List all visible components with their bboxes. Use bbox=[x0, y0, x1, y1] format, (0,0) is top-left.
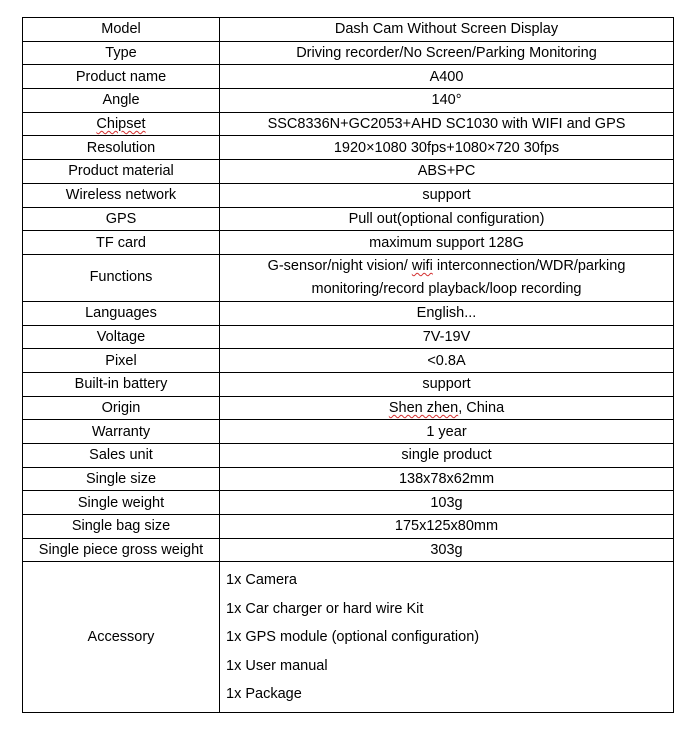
spec-value: SSC8336N+GC2053+AHD SC1030 with WIFI and GPS bbox=[220, 112, 674, 136]
spec-label: Functions bbox=[23, 254, 220, 301]
spec-value: Dash Cam Without Screen Display bbox=[220, 18, 674, 42]
spec-row-origin bbox=[23, 396, 674, 420]
spec-value: <0.8A bbox=[220, 349, 674, 373]
spec-label: Type bbox=[23, 41, 220, 65]
spec-row-pixel bbox=[23, 349, 674, 373]
spec-value: 1920×1080 30fps+1080×720 30fps bbox=[220, 136, 674, 160]
spec-row-single-size bbox=[23, 467, 674, 491]
spec-value: 138x78x62mm bbox=[220, 467, 674, 491]
spec-label: Wireless network bbox=[23, 183, 220, 207]
accessory-item: 1x Package bbox=[226, 686, 302, 703]
accessory-item: 1x User manual bbox=[226, 657, 328, 674]
spec-label: Languages bbox=[23, 301, 220, 325]
functions-wifi-text: wifi bbox=[411, 257, 433, 274]
spec-label: Angle bbox=[23, 89, 220, 113]
spec-value: maximum support 128G bbox=[220, 231, 674, 255]
spec-row-functions bbox=[23, 254, 674, 301]
functions-text-b: interconnection/WDR/parking bbox=[432, 257, 626, 274]
spec-row-languages bbox=[23, 301, 674, 325]
spec-value: Driving recorder/No Screen/Parking Monitoring bbox=[220, 41, 674, 65]
spec-row-type bbox=[23, 41, 674, 65]
functions-line-1 bbox=[224, 255, 669, 278]
spec-row-gross-weight bbox=[23, 538, 674, 562]
spec-row-single-bag-size bbox=[23, 515, 674, 539]
spec-row-resolution bbox=[23, 136, 674, 160]
spec-value: support bbox=[220, 183, 674, 207]
spec-value: 140° bbox=[220, 89, 674, 113]
accessory-item: 1x Camera bbox=[226, 572, 297, 589]
spec-row-voltage bbox=[23, 325, 674, 349]
spec-row-model bbox=[23, 18, 674, 42]
spec-label: Single piece gross weight bbox=[23, 538, 220, 562]
spec-row-product-name bbox=[23, 65, 674, 89]
spec-label: Model bbox=[23, 18, 220, 42]
spec-row-accessory bbox=[23, 562, 674, 713]
spec-label: Product material bbox=[23, 160, 220, 184]
spec-label: Product name bbox=[23, 65, 220, 89]
spec-label: Single size bbox=[23, 467, 220, 491]
spec-table bbox=[22, 17, 674, 713]
spec-value: support bbox=[220, 372, 674, 396]
spec-value: single product bbox=[220, 444, 674, 468]
spec-label: Single bag size bbox=[23, 515, 220, 539]
spec-row-warranty bbox=[23, 420, 674, 444]
spec-value bbox=[220, 396, 674, 420]
spec-value: English... bbox=[220, 301, 674, 325]
origin-country-text: , China bbox=[458, 399, 505, 416]
spec-label: Pixel bbox=[23, 349, 220, 373]
spec-row-built-in-battery bbox=[23, 372, 674, 396]
spec-value: Pull out(optional configuration) bbox=[220, 207, 674, 231]
spec-label: Origin bbox=[23, 396, 220, 420]
spec-row-chipset bbox=[23, 112, 674, 136]
accessory-item: 1x GPS module (optional configuration) bbox=[226, 629, 480, 646]
spec-value: 1 year bbox=[220, 420, 674, 444]
spec-label-text: Chipset bbox=[96, 116, 146, 133]
spec-row-angle bbox=[23, 89, 674, 113]
spec-label: Single weight bbox=[23, 491, 220, 515]
spec-row-single-weight bbox=[23, 491, 674, 515]
functions-text-a: G-sensor/night vision/ bbox=[267, 257, 412, 274]
spec-label: Accessory bbox=[23, 562, 220, 713]
spec-value: A400 bbox=[220, 65, 674, 89]
spec-row-tf-card bbox=[23, 231, 674, 255]
spec-row-wireless-network bbox=[23, 183, 674, 207]
spec-label bbox=[23, 112, 220, 136]
spec-value bbox=[220, 254, 674, 301]
spec-value: ABS+PC bbox=[220, 160, 674, 184]
origin-city-text: Shen zhen bbox=[388, 399, 459, 416]
spec-label: Warranty bbox=[23, 420, 220, 444]
spec-label: TF card bbox=[23, 231, 220, 255]
spec-label: Resolution bbox=[23, 136, 220, 160]
spec-row-sales-unit bbox=[23, 444, 674, 468]
spec-value: 303g bbox=[220, 538, 674, 562]
spec-value: 175x125x80mm bbox=[220, 515, 674, 539]
spec-value: 7V-19V bbox=[220, 325, 674, 349]
spec-value: 103g bbox=[220, 491, 674, 515]
spec-label: Built-in battery bbox=[23, 372, 220, 396]
spec-label: Sales unit bbox=[23, 444, 220, 468]
spec-label: GPS bbox=[23, 207, 220, 231]
spec-label: Voltage bbox=[23, 325, 220, 349]
functions-line-2: monitoring/record playback/loop recording bbox=[311, 280, 582, 297]
spec-row-gps bbox=[23, 207, 674, 231]
accessory-item: 1x Car charger or hard wire Kit bbox=[226, 600, 424, 617]
spec-row-product-material bbox=[23, 160, 674, 184]
accessory-list bbox=[220, 562, 674, 713]
